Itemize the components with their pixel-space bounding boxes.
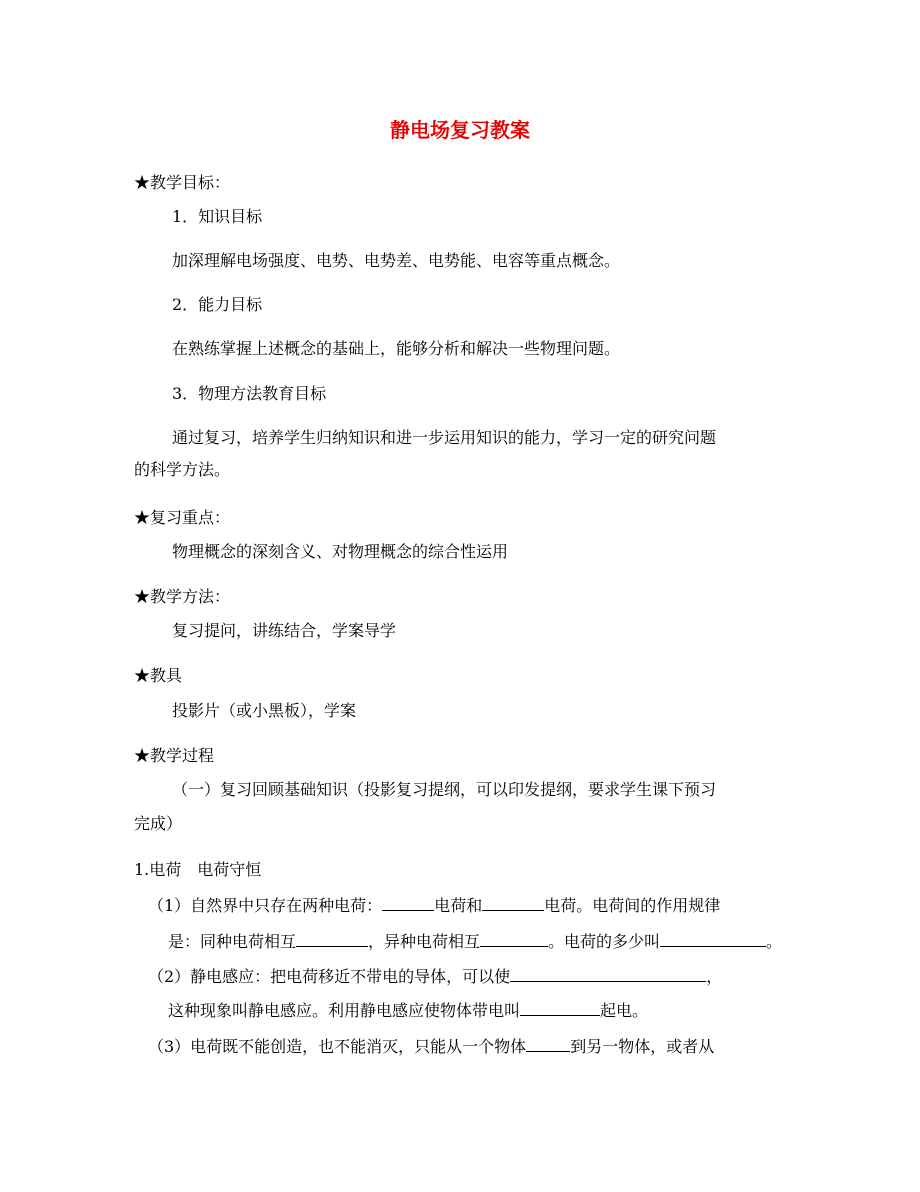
question-1-line2 [168, 931, 782, 952]
tools-heading: ★教具 [134, 666, 183, 685]
goal1-title: 1．知识目标 [172, 207, 263, 226]
question-1-line1 [148, 895, 720, 916]
q3-text-b: 到另一物体，或者从 [570, 1037, 715, 1056]
question-3-line1 [148, 1036, 714, 1057]
goal2-text: 在熟练掌握上述概念的基础上，能够分析和解决一些物理问题。 [172, 339, 621, 358]
answer-blank [480, 931, 548, 947]
q1-text-f: 。电荷的多少叫 [548, 932, 661, 951]
process-text-line1: （一）复习回顾基础知识（投影复习提纲，可以印发提纲，要求学生课下预习 [172, 780, 717, 799]
focus-text: 物理概念的深刻含义、对物理概念的综合性运用 [172, 542, 509, 561]
q1-text-d: 是：同种电荷相互 [168, 932, 297, 951]
q1-text-c: 电荷。电荷间的作用规律 [544, 896, 721, 915]
section1-title: 1.电荷 电荷守恒 [134, 860, 262, 879]
answer-blank [660, 931, 766, 947]
focus-heading: ★复习重点： [134, 508, 231, 527]
method-heading: ★教学方法： [134, 587, 231, 606]
answer-blank [482, 895, 544, 911]
q2-text-a: （2）静电感应：把电荷移近不带电的导体，可以使 [148, 967, 511, 986]
q2-text-d: 起电。 [600, 1001, 649, 1020]
answer-blank [526, 1036, 570, 1052]
goal1-text: 加深理解电场强度、电势、电势差、电势能、电容等重点概念。 [172, 251, 621, 270]
answer-blank [510, 966, 706, 982]
question-2-line2 [168, 1000, 648, 1021]
goal3-text-line2: 的科学方法。 [134, 460, 231, 479]
goal3-title: 3．物理方法教育目标 [172, 384, 327, 403]
process-text-line2: 完成） [134, 814, 183, 833]
q1-text-e: ，异种电荷相互 [368, 932, 481, 951]
q1-text-a: （1）自然界中只存在两种电荷： [148, 896, 383, 915]
process-heading: ★教学过程 [134, 746, 215, 765]
q3-text-a: （3）电荷既不能创造，也不能消灭，只能从一个物体 [148, 1037, 527, 1056]
answer-blank [296, 931, 368, 947]
q1-text-b: 电荷和 [434, 896, 483, 915]
answer-blank [520, 1000, 600, 1016]
goal3-text-line1: 通过复习，培养学生归纳知识和进一步运用知识的能力，学习一定的研究问题 [172, 428, 717, 447]
goal2-title: 2．能力目标 [172, 295, 263, 314]
document-title: 静电场复习教案 [390, 118, 530, 142]
q2-text-b: ， [706, 967, 723, 986]
tools-text: 投影片（或小黑板），学案 [172, 701, 357, 720]
method-text: 复习提问，讲练结合，学案导学 [172, 621, 397, 640]
q1-text-g: 。 [766, 932, 783, 951]
question-2-line1 [148, 966, 722, 987]
answer-blank [382, 895, 434, 911]
q2-text-c: 这种现象叫静电感应。利用静电感应使物体带电叫 [168, 1001, 521, 1020]
goals-heading: ★教学目标： [134, 173, 231, 192]
